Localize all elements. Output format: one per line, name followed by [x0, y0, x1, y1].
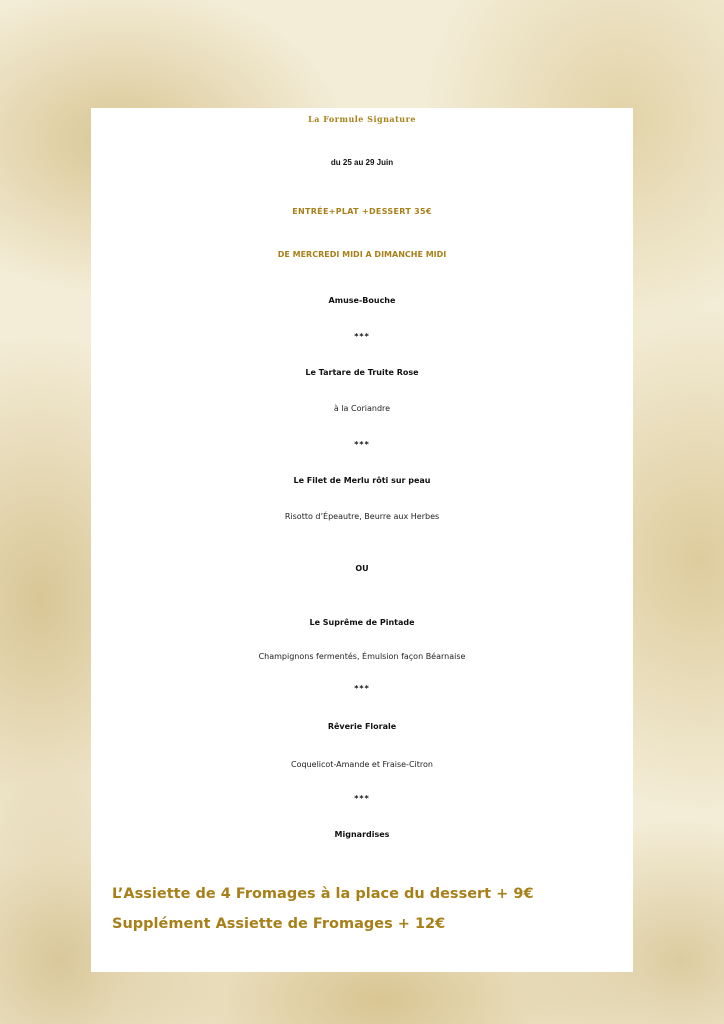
menu-dates: du 25 au 29 Juin: [330, 158, 394, 167]
service-days: DE MERCREDI MIDI A DIMANCHE MIDI: [277, 250, 447, 259]
cheese-swap-note: L’Assiette de 4 Fromages à la place du dessert + 9€: [112, 886, 534, 902]
main-course-2-name: Le Suprême de Pintade: [309, 618, 415, 627]
separator: ***: [354, 684, 370, 693]
main-course-1-description: Risotto d’Épeautre, Beurre aux Herbes: [284, 512, 440, 521]
or-divider: OU: [355, 564, 369, 573]
mignardises: Mignardises: [334, 830, 390, 839]
menu-card: [91, 108, 633, 972]
menu-title: La Formule Signature: [308, 114, 416, 124]
dessert-name: Rêverie Florale: [327, 722, 397, 731]
separator: ***: [354, 440, 370, 449]
formula-price: ENTRÉE+PLAT +DESSERT 35€: [292, 207, 432, 216]
starter-name: Le Tartare de Truite Rose: [305, 368, 419, 377]
main-course-2-description: Champignons fermentés, Émulsion façon Béarnaise: [258, 652, 466, 661]
dessert-description: Coquelicot-Amande et Fraise-Citron: [291, 760, 433, 769]
cheese-supplement-note: Supplément Assiette de Fromages + 12€: [112, 916, 446, 932]
starter-description: à la Coriandre: [333, 404, 391, 413]
separator: ***: [354, 332, 370, 341]
separator: ***: [354, 794, 370, 803]
main-course-1-name: Le Filet de Merlu rôti sur peau: [293, 476, 431, 485]
amuse-bouche: Amuse-Bouche: [328, 296, 396, 305]
